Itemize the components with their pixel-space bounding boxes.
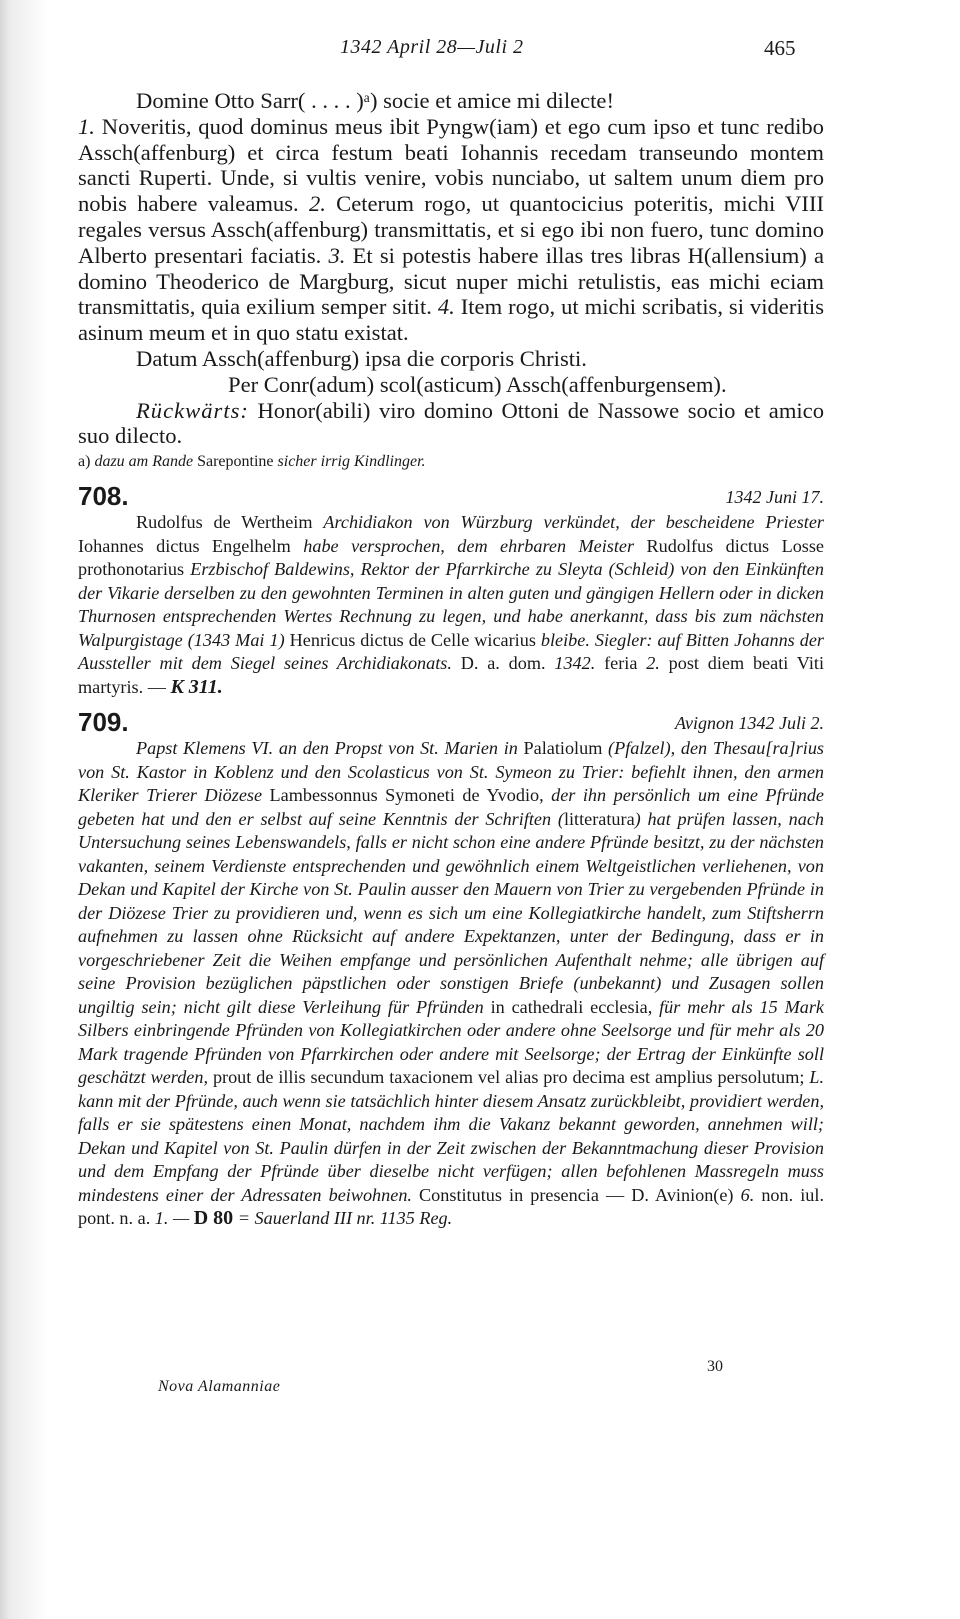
entry-709-text-segment: der ihn persönlich um eine Pfründe gebeten hat und den er selbst auf seine Kenntnis der Schriften ( [78,785,824,829]
letter-salutation [78,88,824,114]
footnote-italic-2: sicher irrig Kindlinger. [277,453,426,471]
entry-709-text-segment: für mehr als 15 Mark Silbers einbringende Pfründen von Kollegiatkirchen oder andere ohne Seelsorge und für mehr als 20 Mark tragende Pfründen von Pfarrkirchen oder andere mit Seelsorge; der Ertrag der Einkünfte soll geschätzt werden, [78,996,825,1088]
signature-line: Nova Alamanniae [158,1378,281,1395]
letter-body [78,114,824,346]
page-number: 465 [764,36,796,60]
entry-708-text-segment: Erzbischof Baldewins, Rektor der Pfarrkirche zu Sleyta (Schleid) von den Einkünften der Vikarie derselben zu den gewohnten Terminen in alten guten und gängigen Hellern oder in dicken Thurnosen entsprechenden Wertes Rechnung zu legen, und habe anerkannt, dass bis zum nächsten Walpurgistage (1343 Mai 1) [78,559,824,650]
section-text-1: Noveritis, quod dominus meus ibit Pyngw(iam) et ego cum ipso et tunc redibo Assch(affenburg) et circa festum beati Iohannis recedam transeundo montem sancti Ruperti. Unde, si vultis venire, vobis nunciabo, ut saltem unum diem pro nobis habere valeamus. [78,113,824,217]
footnote-italic: dazu am Rande [94,453,194,471]
entry-709-text [78,737,824,1231]
section-text-3: Et si potestis habere illas tres libras H(allensium) a domino Theoderico de Margburg, sicut nuper michi retulistis, eas michi eciam transmittatis, quia exilium semper sitit. [78,242,824,320]
letter-datum: Datum Assch(affenburg) ipsa die corporis Christi. [136,345,587,371]
footnote [78,451,824,473]
entry-708-parts [78,512,824,697]
entry-709-text-segment: 1. — [154,1208,194,1229]
entry-709-text-segment: 6. [740,1184,762,1205]
entry-708-text-segment: bleibe. Siegler: auf Bitten Johanns der Aussteller mit dem Siegel seines Archidiakonats. [78,629,824,674]
section-mark-3: 3. [328,242,346,268]
entry-708-text-segment: Iohannes dictus Engelhelm [78,535,304,556]
entry-708-text-segment: D. a. dom. [460,653,555,674]
entry-709-text-segment: non. iul. pont. n. a. [78,1184,824,1229]
entry-709-heading [78,707,824,737]
entry-708-text-segment: Archidiakon von Würzburg verkündet, der bescheidene Priester [323,512,825,533]
page-footer [0,1358,960,1418]
salutation-text: Domine Otto Sarr( . . . . )ᵃ) socie et amice mi dilecte! [136,88,614,113]
page-header [0,36,960,66]
letter-per: Per Conr(adum) scol(asticum) Assch(affenburgensem). [228,371,727,397]
section-text-2: Ceterum rogo, ut quantocicius poteritis, michi VIII regales versus Assch(affenburg) transmittatis, et si ego ibi non fuero, tunc domino Alberto presentari faciatis. [78,191,824,268]
entry-708-number: 708. [78,481,129,512]
sheet-number: 30 [707,1358,723,1375]
section-mark-1: 1. [78,113,95,139]
entry-709-text-segment: prout de illis secundum taxacionem vel alias pro decima est amplius persolutum; [212,1067,810,1088]
entry-708-text-segment: Henricus dictus de Celle wicarius [289,629,541,650]
section-mark-4: 4. [437,294,455,320]
page-body [78,88,824,1231]
entry-708-date: 1342 Juni 17. [725,487,824,508]
entry-709-text-segment: in cathedrali ecclesia, [490,996,660,1017]
entry-708-text-segment: post diem beati Viti martyris. — [78,653,824,697]
entry-708-ref: K 311. [170,675,223,698]
entry-708-text-segment: habe versprochen, dem ehrbaren Meister [303,535,647,556]
entry-709-number: 709. [78,707,129,738]
footnote-roman: Sarepontine [197,453,274,471]
entry-709-text-segment: Papst Klemens VI. an den Propst von St. Marien in [136,738,524,759]
entry-708-text-segment: 1342. [554,653,605,674]
entry-709-text-segment: ) hat prüfen lassen, nach Untersuchung seines Lebenswandels, falls er nicht schon eine andere Pfründe besitzt, zu der nächsten vakanten, seinem Verdienste entsprechenden und gewöhnlich einem Weltgeistlichen verliehenen, von Dekan und Kapitel der Kirche von St. Paulin ausser den Mauern von Trier zu vergebenden Pfründe in der Diözese Trier zu providieren und, wenn es sich um eine Kollegiatkirche handelt, zum Stiftsherrn aufnehmen zu lassen ohne Rücksicht auf andere Expektanzen, unter der Bedingung, dass er in vorgeschriebener Zeit die Weihen empfange und persönlichen Aufenthalt nehme; alle übrigen auf seine Provision bezüglichen päpstlichen oder sonstigen Briefe (unbekannt) und Zusagen sollen ungiltig sein; nicht gilt diese Verleihung für Pfründen [78,808,825,1017]
rueckwaerts-label: Rückwärts: [136,397,249,423]
entry-708-text-segment: 2. [646,653,669,674]
section-text-4: Item rogo, ut michi scribatis, si videritis asinum meum et in quo statu existat. [78,294,824,346]
entry-709-ref: D 80 [193,1207,234,1230]
rueckwaerts-text: Honor(abili) viro domino Ottoni de Nassowe socio et amico suo dilecto. [78,397,824,449]
entry-708-text-segment: feria [604,653,647,674]
entry-709-text-segment: Constitutus in presencia — D. Avinion(e) [419,1184,741,1205]
entry-708-text-segment: Rudolfus de Wertheim [136,512,324,533]
footnote-marker: a) [78,453,91,471]
entry-709-parts [78,738,824,1228]
running-head: 1342 April 28—Juli 2 [340,36,524,58]
entry-709-text-segment: Palatiolum [523,738,609,759]
entry-709-ref-tail: = Sauerland III nr. 1135 Reg. [233,1208,453,1229]
entry-708-heading [78,481,824,511]
entry-709-text-segment: Lambessonnus Symoneti de Yvodio, [269,785,552,806]
entry-709-text-segment: litteratura [563,808,635,829]
entry-709-text-segment: (Pfalzel), den Thesau[ra]rius von St. Kastor in Koblenz und den Scolasticus von St. Symeon zu Trier: befiehlt ihnen, den armen Kleriker Trierer Diözese [78,738,825,806]
letter-rueckwaerts [78,398,824,450]
section-mark-2: 2. [308,191,326,217]
entry-709-date: Avignon 1342 Juli 2. [675,713,824,734]
entry-708-text [78,511,824,699]
entry-708-text-segment: Rudolfus dictus Losse prothonotarius [78,535,825,580]
entry-709-text-segment: L. kann mit der Pfründe, auch wenn sie tatsächlich hinter diesem Ansatz zurückbleibt, providiert werden, falls er sie spätestens einen Monat, nachdem ihm die Vakanz bekannt geworden, annehmen will; Dekan und Kapitel von St. Paulin dürfen in der Zeit zwischen der Bekanntmachung dieser Provision und dem Empfang der Pfründe über dieselbe nicht verfügen; allen befohlenen Massregeln muss mindestens einer der Adressaten beiwohnen. [78,1067,824,1205]
